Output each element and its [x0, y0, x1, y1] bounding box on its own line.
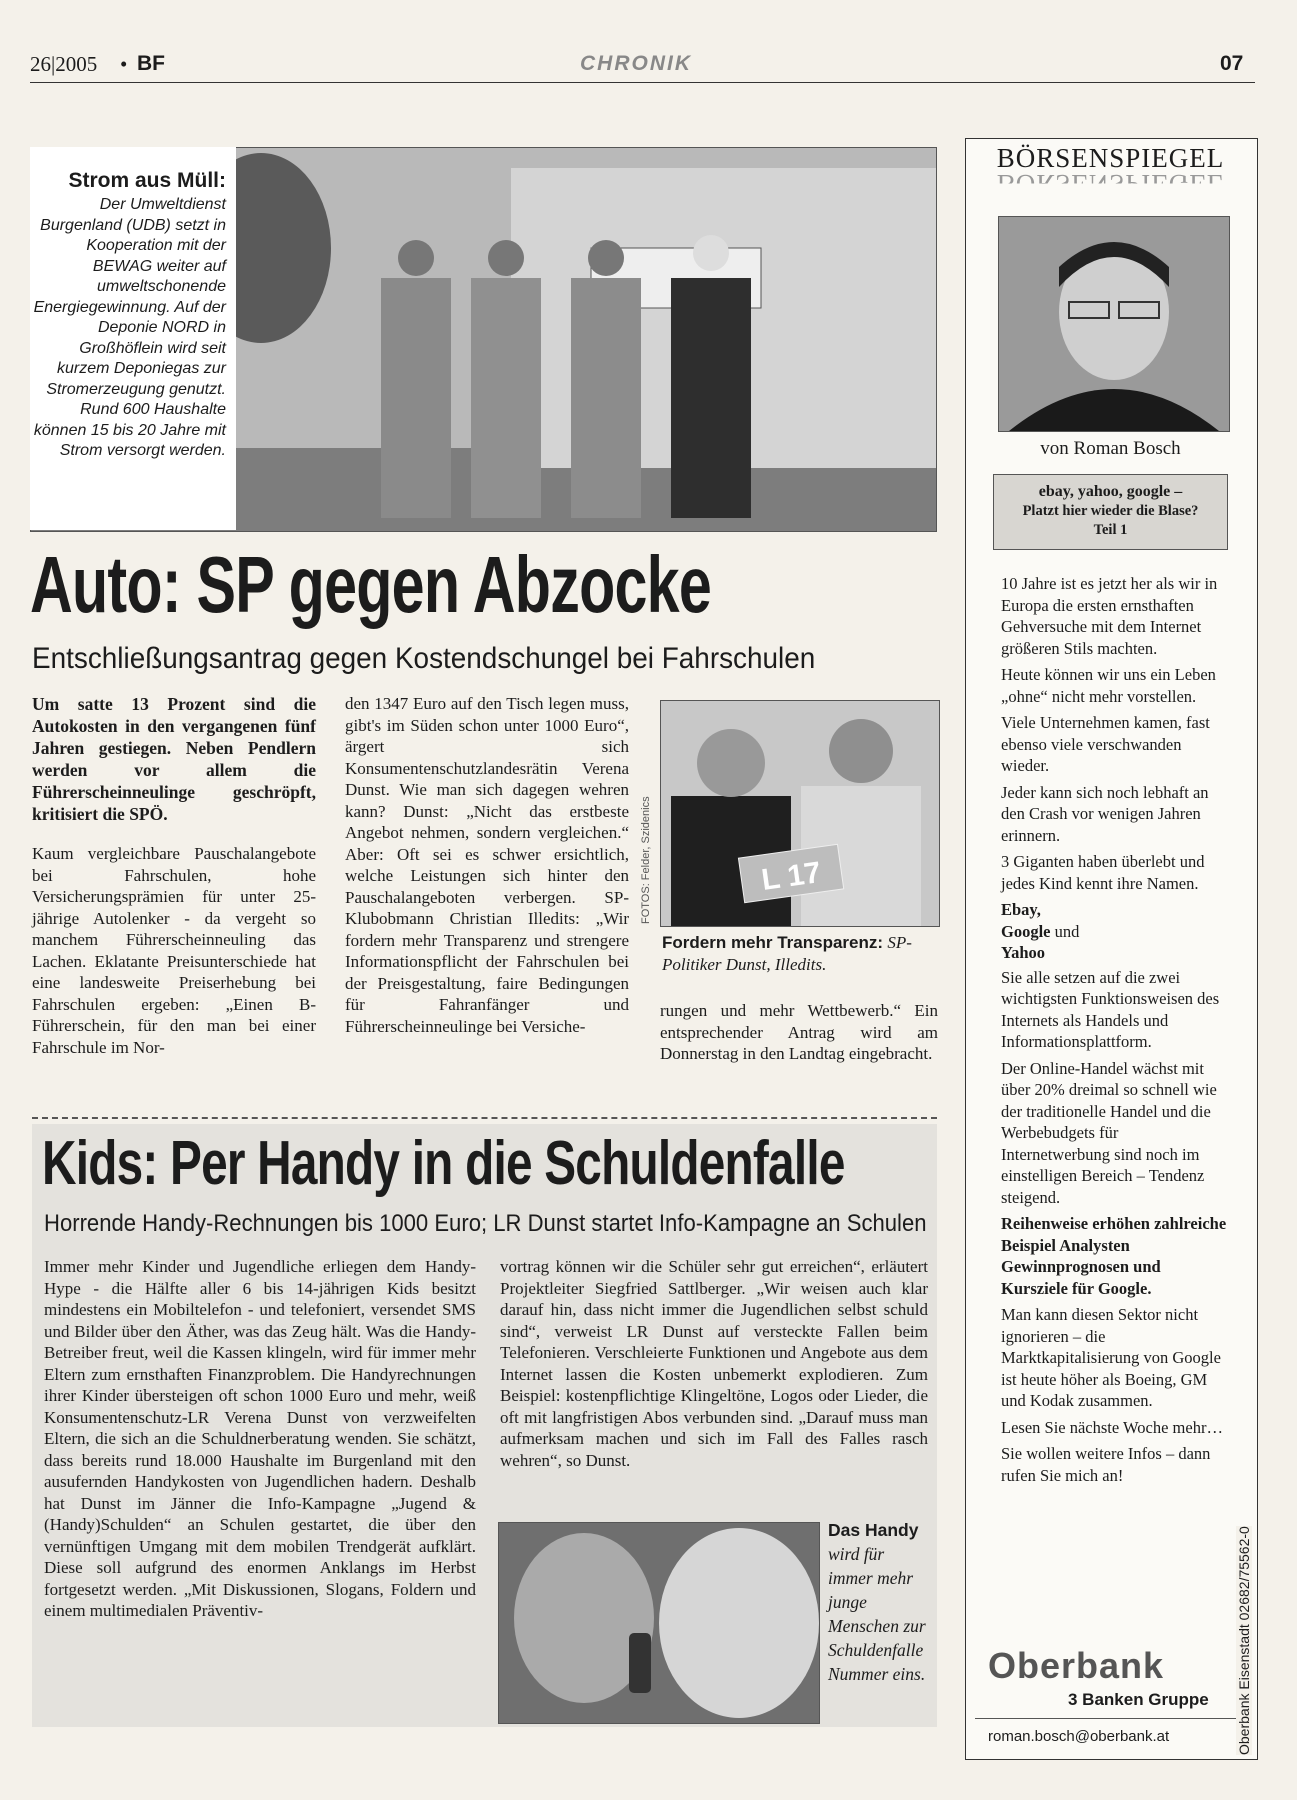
- section-label: CHRONIK: [580, 52, 692, 75]
- article2-col1-text: Immer mehr Kinder und Jugendliche erliegen dem Handy-Hype - die Hälfte aller 6 bis 14-jährigen Kids besitzt mindestens ein Mobiltelefon - und telefoniert, versendet SMS und Bilder über den Äther, was das Zeug hält. Was die Handy-Betreiber freut, weil die Kassen klingeln, wird für immer mehr Eltern zum ernsthaften Finanzproblem. Die Handyrechnungen ihrer Kinder übersteigen oft schon 1000 Euro und mehr, weiß Konsumentenschutz-LR Verena Dunst von verzweifelten Eltern, die sich an die Schuldnerberatung wenden. Sie schätzt, dass bereits rund 18.000 Haushalte im Burgenland mit den ausufernden Handykosten von Jugendlichen hadern. Deshalb hat Dunst im Jänner die Info-Kampagne „Jugend & (Handy)Schulden“ an Schulen gestartet, die über den vernünftigen Umgang mit dem mobilen Trendgerät aufklärt. Diese soll aufgrund des enormen Anklangs im Herbst fortgesetzt werden. „Mit Diskussionen, Slogans, Foldern und einem multimedialen Präventiv-: [44, 1257, 476, 1620]
- photo1-caption-title: Strom aus Müll:: [68, 169, 226, 192]
- header-bullet: •: [120, 52, 128, 76]
- article1-photo-caption: [662, 932, 932, 976]
- article1-col1-text: Kaum vergleichbare Pauschalangebote bei Fahrschulen, hohe Versicherungsprämien für unter 25-jährige Autolenker - da vergeht so manchem Führerscheinneuling das Lachen. Eklatante Preisunterschiede hat eine landesweite Preiserhebung bei Fahrschulen ergeben: „Einen B-Führerschein, für den man bei einer Fahrschule im Nor-: [32, 844, 316, 1057]
- topic-title: ebay, yahoo, google –: [1038, 483, 1183, 500]
- sidebar-p9: Lesen Sie nächste Woche mehr…: [1001, 1417, 1223, 1437]
- sidebar-p6: Sie alle setzen auf die zwei wichtigsten Funktionsweisen des Internets als Handels und Informationsplattform.: [1001, 967, 1220, 1051]
- sidebar-p4: Jeder kann sich noch lebhaft an den Crash vor wenigen Jahren erinnern.: [1001, 782, 1209, 845]
- article1-col3-text: rungen und mehr Wettbewerb.“ Ein entsprechender Antrag wird am Donnerstag in den Landtag eingebracht.: [660, 1001, 938, 1063]
- sidebar-bold-para: Reihenweise erhöhen zahlreiche Beispiel Analysten Gewinnprognosen und Kursziele für Google.: [1001, 1214, 1227, 1298]
- topic-box: [993, 474, 1228, 550]
- sidebar-p8: Man kann diesen Sektor nicht ignorieren – die Marktkapitalisierung von Google ist heute höher als Boeing, GM und Kodak zusammen.: [1001, 1305, 1221, 1410]
- author-email: roman.bosch@oberbank.at: [988, 1728, 1170, 1745]
- brand-label: BF: [137, 52, 165, 75]
- photo1-caption-text: Der Umweltdienst Burgenland (UDB) setzt in Kooperation mit der BEWAG weiter auf umweltschonende Energiegewinnung. Auf der Deponie NORD in Großhöflein wird seit kurzem Deponiegas zur Stromerzeugung genutzt. Rund 600 Haushalte können 15 bis 20 Jahre mit Strom versorgt werden.: [33, 196, 226, 459]
- article1-caption-text: SP-Politiker Dunst, Illedits.: [662, 933, 912, 974]
- topic-subtitle: Platzt hier wieder die Blase?: [1022, 503, 1199, 519]
- article2-caption-text: wird für immer mehr junge Menschen zur Schuldenfalle Nummer eins.: [828, 1544, 926, 1684]
- bank-phone-vertical: Oberbank Eisenstadt 02682/75562-0: [1236, 1526, 1252, 1755]
- author-portrait: [998, 216, 1230, 432]
- article1-headline: Auto: SP gegen Abzocke: [30, 540, 712, 629]
- article1-caption-bold: Fordern mehr Transparenz:: [662, 933, 884, 952]
- article2-headline: Kids: Per Handy in die Schuldenfalle: [42, 1129, 845, 1198]
- sidebar-p3: Viele Unternehmen kamen, fast ebenso viele verschwanden wieder.: [1001, 713, 1210, 775]
- oberbank-sub: 3 Banken Gruppe: [1068, 1690, 1209, 1709]
- article1-lead: Um satte 13 Prozent sind die Autokosten in den vergangenen fünf Jahren gestiegen. Neben Pendlern werden vor allem die Führerscheinneulinge geschröpft, kritisiert die SPÖ.: [32, 694, 316, 824]
- photo-girls-handy: [498, 1522, 820, 1724]
- sidebar-title: BÖRSENSPIEGEL: [996, 143, 1225, 173]
- sidebar-p1: 10 Jahre ist es jetzt her als wir in Europa die ersten ernsthaften Gehversuche mit dem Internet größeren Stils machten.: [1001, 574, 1218, 658]
- article1-subheadline: Entschließungsantrag gegen Kostendschungel bei Fahrschulen: [32, 642, 816, 675]
- article2-subheadline: Horrende Handy-Rechnungen bis 1000 Euro; LR Dunst startet Info-Kampagne an Schulen: [44, 1210, 927, 1237]
- sidebar-column: [1001, 573, 1231, 1491]
- l17-sign: L 17: [759, 856, 823, 897]
- photo-dunst-illedits: [660, 700, 940, 927]
- article1-col2-text: den 1347 Euro auf den Tisch legen muss, gibt's im Süden schon unter 1000 Euro“, ärgert sich Konsumentenschutzlandesrätin Verena Dunst. Wie man sich dagegen wehren kann? Dunst: „Nicht das erstbeste Angebot nehmen, sondern vergleichen.“ Aber: Oft sei es schwer ersichtlich, welche Leistungen sich hinter den Pauschalangeboten verbergen. SP-Klubobmann Christian Illedits: „Wir fordern mehr Transparenz und strengere Informationspflicht der Fahrschulen bei der Preisgestaltung, faire Bedingungen für Fahranfänger und Führerscheinneulinge bei Versiche-: [345, 694, 629, 1036]
- header-rule: [30, 82, 1255, 83]
- name-yahoo: Yahoo: [1001, 943, 1046, 962]
- article1-col2: [345, 693, 629, 1037]
- article1-col1: [32, 693, 316, 1058]
- sidebar-email-rule: [975, 1718, 1243, 1719]
- photo-credit: FOTOS: Felder, Szidenics: [640, 796, 652, 924]
- sidebar-p10: Sie wollen weitere Infos – dann rufen Sie mich an!: [1001, 1444, 1211, 1485]
- article2-photo-caption: [828, 1518, 928, 1686]
- sidebar-p7: Der Online-Handel wächst mit über 20% dreimal so schnell wie der traditionelle Handel und die Werbebudgets für Internetwerbung sind noch im einstelligen Bereich – Tendenz steigend.: [1001, 1058, 1217, 1207]
- name-und: und: [1054, 921, 1080, 941]
- article2-col2: [500, 1256, 928, 1471]
- article2-col1: [44, 1256, 476, 1622]
- author-byline: von Roman Bosch: [1040, 438, 1181, 459]
- sidebar-p5: 3 Giganten haben überlebt und jedes Kind kennt ihre Namen.: [1001, 852, 1205, 893]
- article-divider: [32, 1117, 937, 1119]
- page-number: 07: [1220, 52, 1244, 75]
- topic-part: Teil 1: [1093, 522, 1128, 538]
- sidebar-p2: Heute können wir uns ein Leben „ohne“ nicht mehr vorstellen.: [1001, 665, 1216, 706]
- article2-col2-text: vortrag können wir die Schüler sehr gut erreichen“, erläutert Projektleiter Siegfried Sattlberger. „Wir weisen auch klar darauf hin, dass nicht immer die Jugendlichen selbst schuld sind“, verweist LR Dunst auf versteckte Fallen beim Telefonieren. Verschleierte Funktionen und Angebote aus dem Internet lassen die Kosten unbemerkt explodieren. Zum Beispiel: kostenpflichtige Klingeltöne, Logos oder Lieder, die oft mit langfristigen Abos verbunden sind. „Darauf muss man aufmerksam machen und sich im Fall des Falles rasch wehren“, so Dunst.: [500, 1257, 928, 1470]
- article2-caption-bold: Das Handy: [828, 1520, 919, 1540]
- oberbank-logo: Oberbank: [988, 1645, 1165, 1686]
- photo1-caption-box: [30, 147, 236, 530]
- name-ebay: Ebay,: [1001, 900, 1041, 919]
- article1-col3: [660, 1000, 938, 1065]
- name-google: Google: [1001, 921, 1051, 941]
- issue-date: 26|2005: [30, 52, 98, 76]
